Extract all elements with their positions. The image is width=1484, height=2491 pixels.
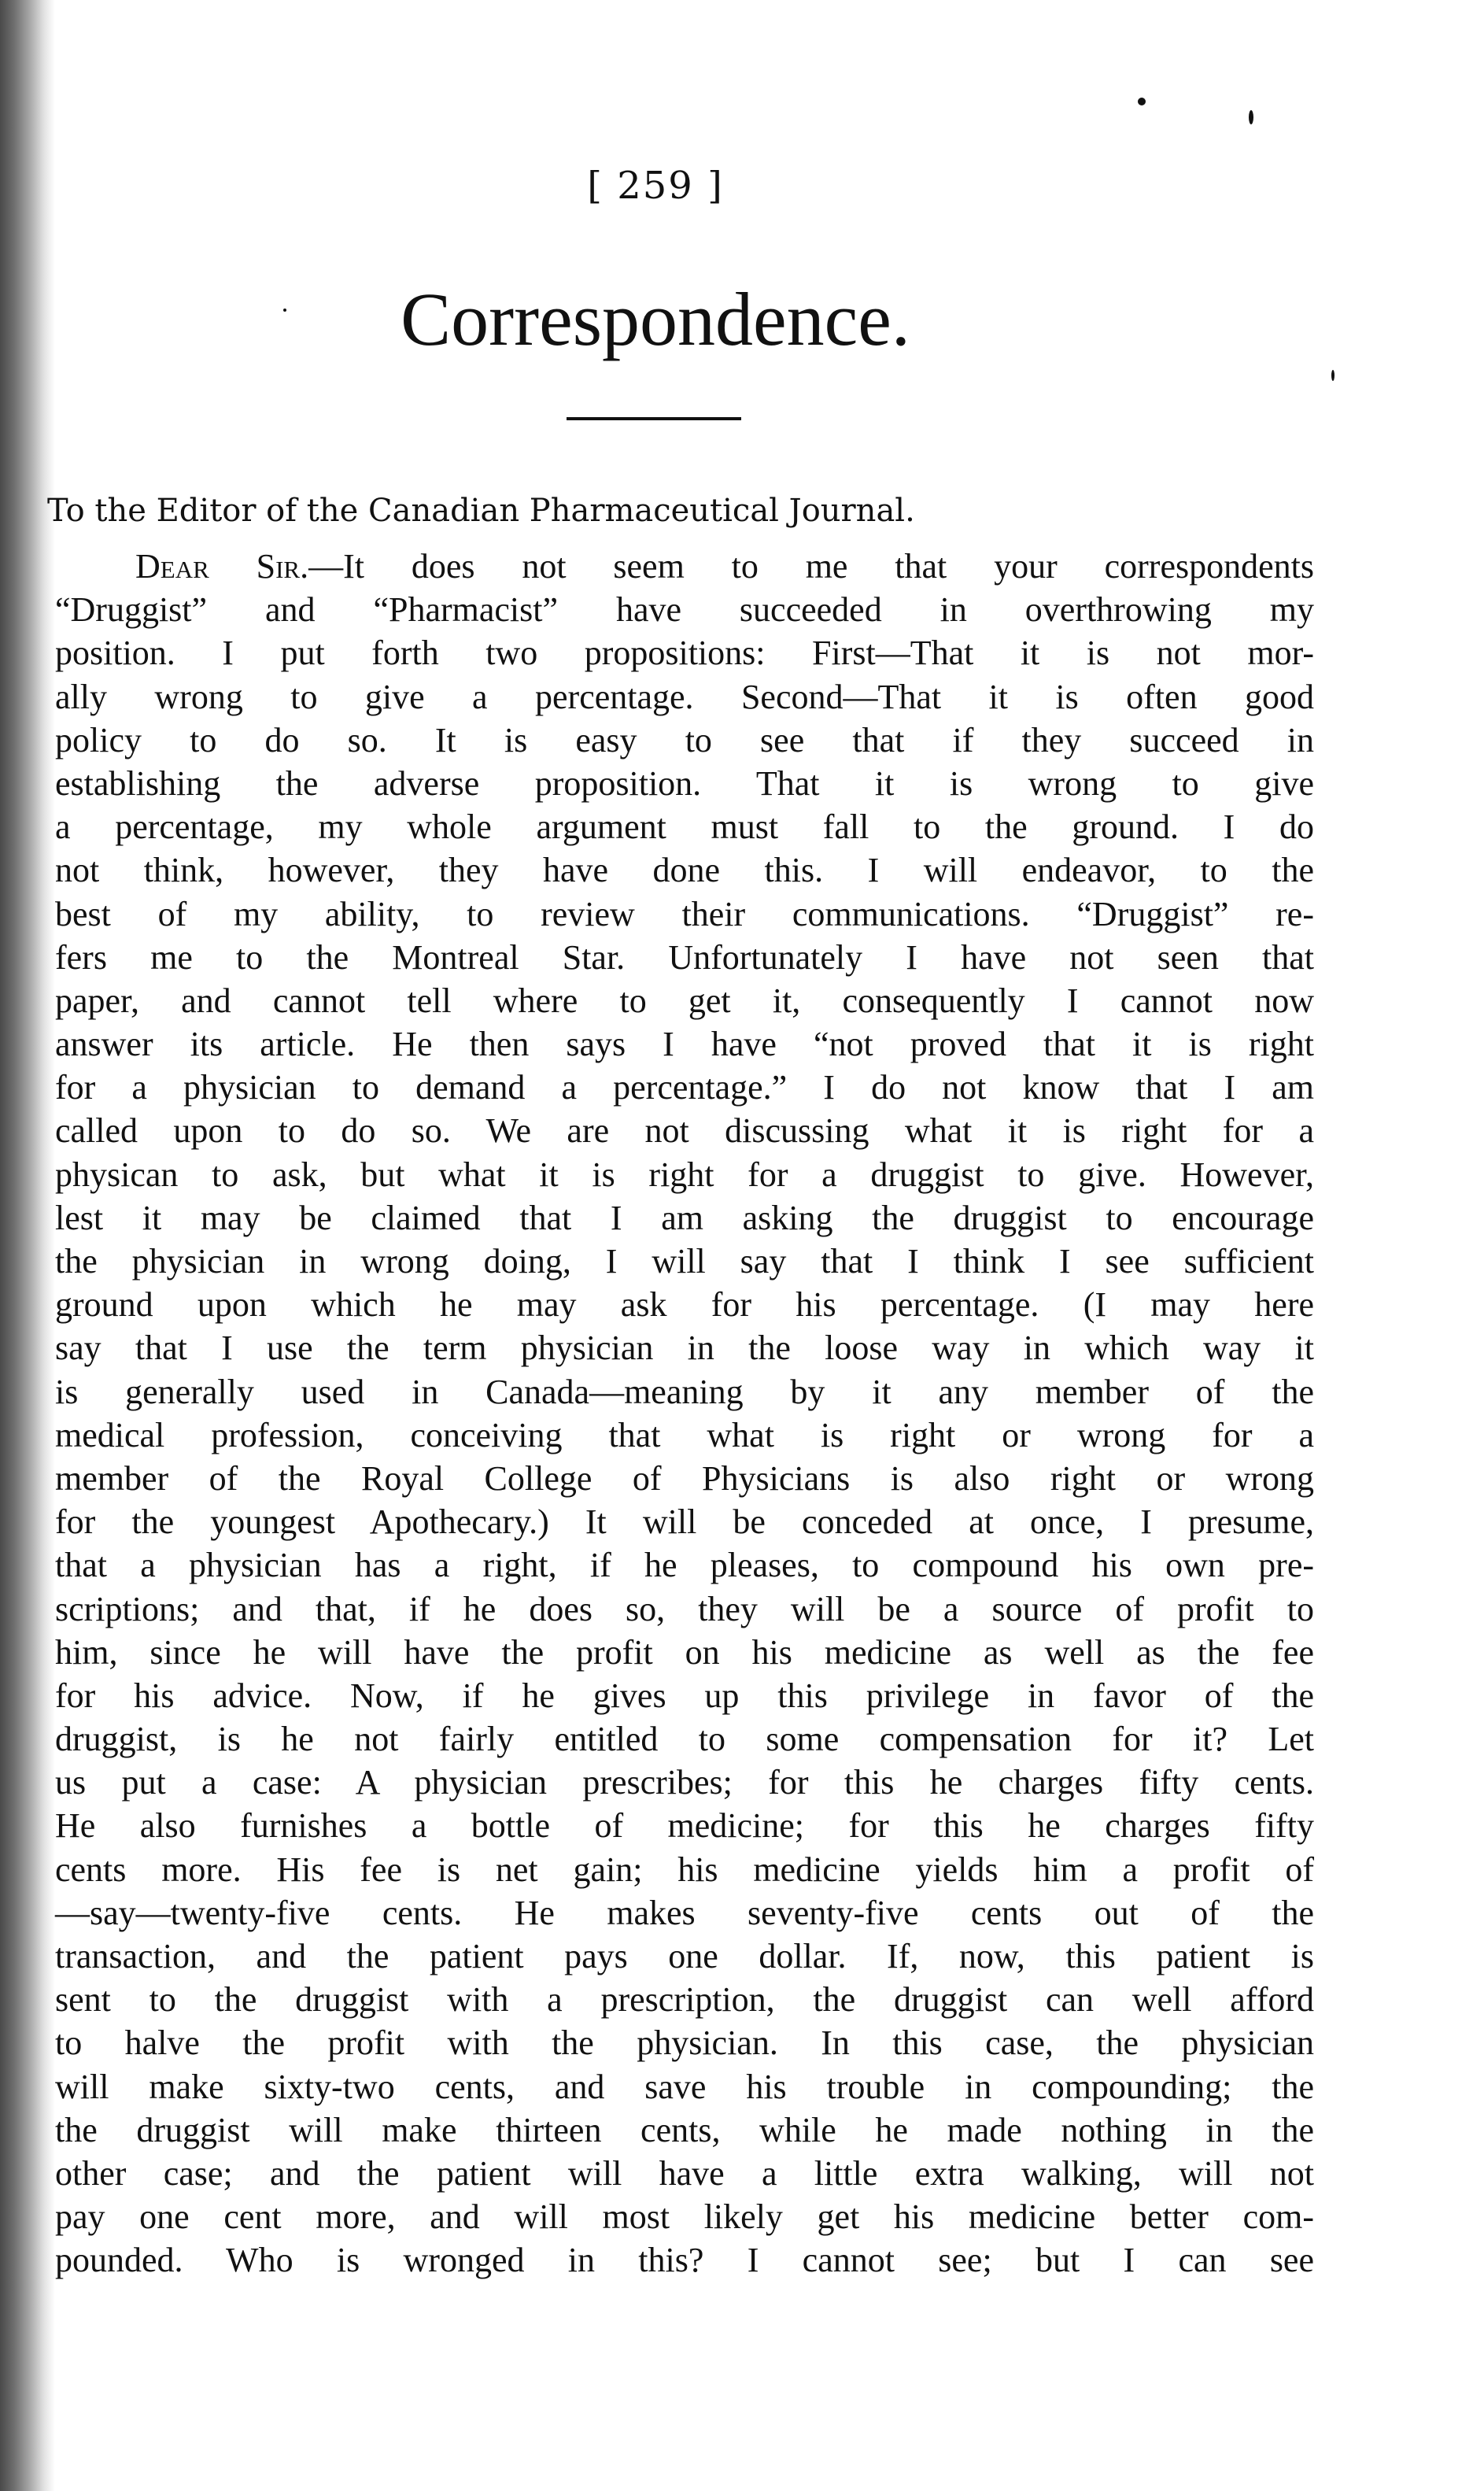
text-line-content: medical profession, conceiving that what is right or wrong for a	[55, 1415, 1314, 1454]
text-line	[55, 1717, 1314, 1761]
text-line	[55, 805, 1314, 848]
text-line-content: for a physician to demand a percentage.” I do not know that I am	[55, 1068, 1314, 1107]
text-line-content: establishing the adverse proposition. That it is wrong to give	[55, 763, 1314, 803]
letter-body	[55, 545, 1314, 2282]
text-line-content: for his advice. Now, if he gives up this privilege in favor of the	[55, 1676, 1314, 1715]
text-line	[55, 2108, 1314, 2152]
text-line-content: fers me to the Montreal Star. Unfortunately I have not seen that	[55, 937, 1314, 977]
text-line-content: a percentage, my whole argument must fall to the ground. I do	[55, 808, 1314, 847]
text-line	[55, 936, 1314, 979]
text-line-content: not think, however, they have done this. I will endeavor, to the	[55, 851, 1314, 890]
scan-speck	[1249, 110, 1253, 124]
scan-speck	[1138, 98, 1146, 105]
text-line	[55, 1935, 1314, 1978]
text-line	[55, 2238, 1314, 2282]
text-line	[55, 2065, 1314, 2108]
page-title: Correspondence.	[401, 277, 910, 361]
title-divider	[567, 417, 741, 420]
text-line	[55, 1326, 1314, 1369]
scan-speck	[1331, 370, 1334, 381]
text-line-content: “Druggist” and “Pharmacist” have succeeded in overthrowing my	[55, 590, 1314, 630]
text-line-content: called upon to do so. We are not discussing what it is right for a	[55, 1111, 1314, 1151]
text-line	[55, 1022, 1314, 1066]
text-line	[55, 1631, 1314, 1674]
text-line	[55, 1153, 1314, 1196]
text-line-content: physican to ask, but what it is right for a druggist to give. However,	[55, 1155, 1314, 1194]
text-line-content: to halve the profit with the physician. In this case, the physician	[55, 2023, 1314, 2063]
text-line	[55, 545, 1314, 588]
text-line	[55, 762, 1314, 805]
text-line	[55, 1804, 1314, 1847]
text-line-content: sent to the druggist with a prescription, the druggist can well afford	[55, 1980, 1314, 2020]
text-line	[55, 1891, 1314, 1935]
text-line-content: best of my ability, to review their communications. “Druggist” re-	[55, 894, 1314, 933]
text-line	[55, 1848, 1314, 1891]
text-line-content: transaction, and the patient pays one dollar. If, now, this patient is	[55, 1937, 1314, 1975]
text-line-content: answer its article. He then says I have “not proved that it is right	[55, 1025, 1314, 1064]
text-line	[55, 1196, 1314, 1240]
text-line	[55, 1457, 1314, 1500]
text-line-content: other case; and the patient will have a little extra walking, will not	[55, 2153, 1314, 2193]
text-line-content: him, since he will have the profit on his medicine as well as the fee	[55, 1632, 1314, 1672]
text-line	[55, 1978, 1314, 2021]
text-line	[55, 2021, 1314, 2064]
text-line-content: ground upon which he may ask for his percentage. (I may here	[55, 1285, 1314, 1325]
text-line	[55, 1587, 1314, 1631]
text-line-content: the physician in wrong doing, I will say that I think I see sufficient	[55, 1242, 1314, 1281]
scan-speck	[283, 309, 286, 312]
text-line-content: policy to do so. It is easy to see that if they succeed in	[55, 720, 1314, 759]
text-line-content: will make sixty-two cents, and save his trouble in compounding; the	[55, 2067, 1314, 2106]
text-line	[55, 675, 1314, 719]
text-line	[55, 1066, 1314, 1109]
text-line-content: druggist, is he not fairly entitled to some compensation for it? Let	[55, 1720, 1314, 1759]
text-line-content: us put a case: A physician prescribes; for this he charges fifty cents.	[55, 1763, 1314, 1802]
text-line	[55, 848, 1314, 892]
text-line-content: scriptions; and that, if he does so, they will be a source of profit to	[55, 1589, 1314, 1628]
text-line	[55, 893, 1314, 936]
text-line	[55, 1674, 1314, 1717]
text-line	[55, 1240, 1314, 1283]
text-line-content: —It does not seem to me that your correspondents	[308, 547, 1314, 586]
text-line	[55, 979, 1314, 1022]
text-line	[55, 1543, 1314, 1587]
text-line-content: for the youngest Apothecary.) It will be conceded at once, I presume,	[55, 1502, 1314, 1542]
letter-opening: Dear Sir.	[135, 547, 309, 586]
text-line	[55, 1283, 1314, 1326]
letter-salutation: To the Editor of the Canadian Pharmaceutical Journal.	[47, 493, 915, 529]
text-line	[55, 2195, 1314, 2238]
text-line-content: member of the Royal College of Physicians is also right or wrong	[55, 1458, 1314, 1498]
text-line-content: He also furnishes a bottle of medicine; for this he charges fifty	[55, 1806, 1314, 1846]
text-line-content: pounded. Who is wronged in this? I cannot see; but I can see	[55, 2241, 1314, 2280]
text-line	[55, 1414, 1314, 1457]
text-line	[55, 631, 1314, 674]
text-line-content: that a physician has a right, if he pleases, to compound his own pre-	[55, 1546, 1314, 1585]
text-line-content: say that I use the term physician in the loose way in which way it	[55, 1329, 1314, 1368]
page-number: [ 259 ]	[587, 164, 724, 208]
text-line	[55, 1500, 1314, 1543]
text-line-content: is generally used in Canada—meaning by it any member of the	[55, 1372, 1314, 1411]
text-line	[55, 1761, 1314, 1804]
text-line-content: the druggist will make thirteen cents, while he made nothing in the	[55, 2110, 1314, 2149]
text-line	[55, 588, 1314, 631]
text-line	[55, 719, 1314, 762]
text-line	[55, 2152, 1314, 2195]
text-line-content: position. I put forth two propositions: First—That it is not mor-	[55, 634, 1314, 673]
text-line-content: ally wrong to give a percentage. Second—That it is often good	[55, 677, 1314, 716]
text-line	[55, 1370, 1314, 1414]
text-line-content: paper, and cannot tell where to get it, consequently I cannot now	[55, 981, 1314, 1020]
text-line-content: —say—twenty-five cents. He makes seventy-five cents out of the	[55, 1893, 1314, 1932]
text-line-content: cents more. His fee is net gain; his medicine yields him a profit of	[55, 1850, 1314, 1889]
text-line	[55, 1109, 1314, 1152]
text-line-content: lest it may be claimed that I am asking the druggist to encourage	[55, 1198, 1314, 1237]
scan-shadow-edge	[0, 0, 55, 2491]
text-line-content: pay one cent more, and will most likely get his medicine better com-	[55, 2197, 1314, 2237]
